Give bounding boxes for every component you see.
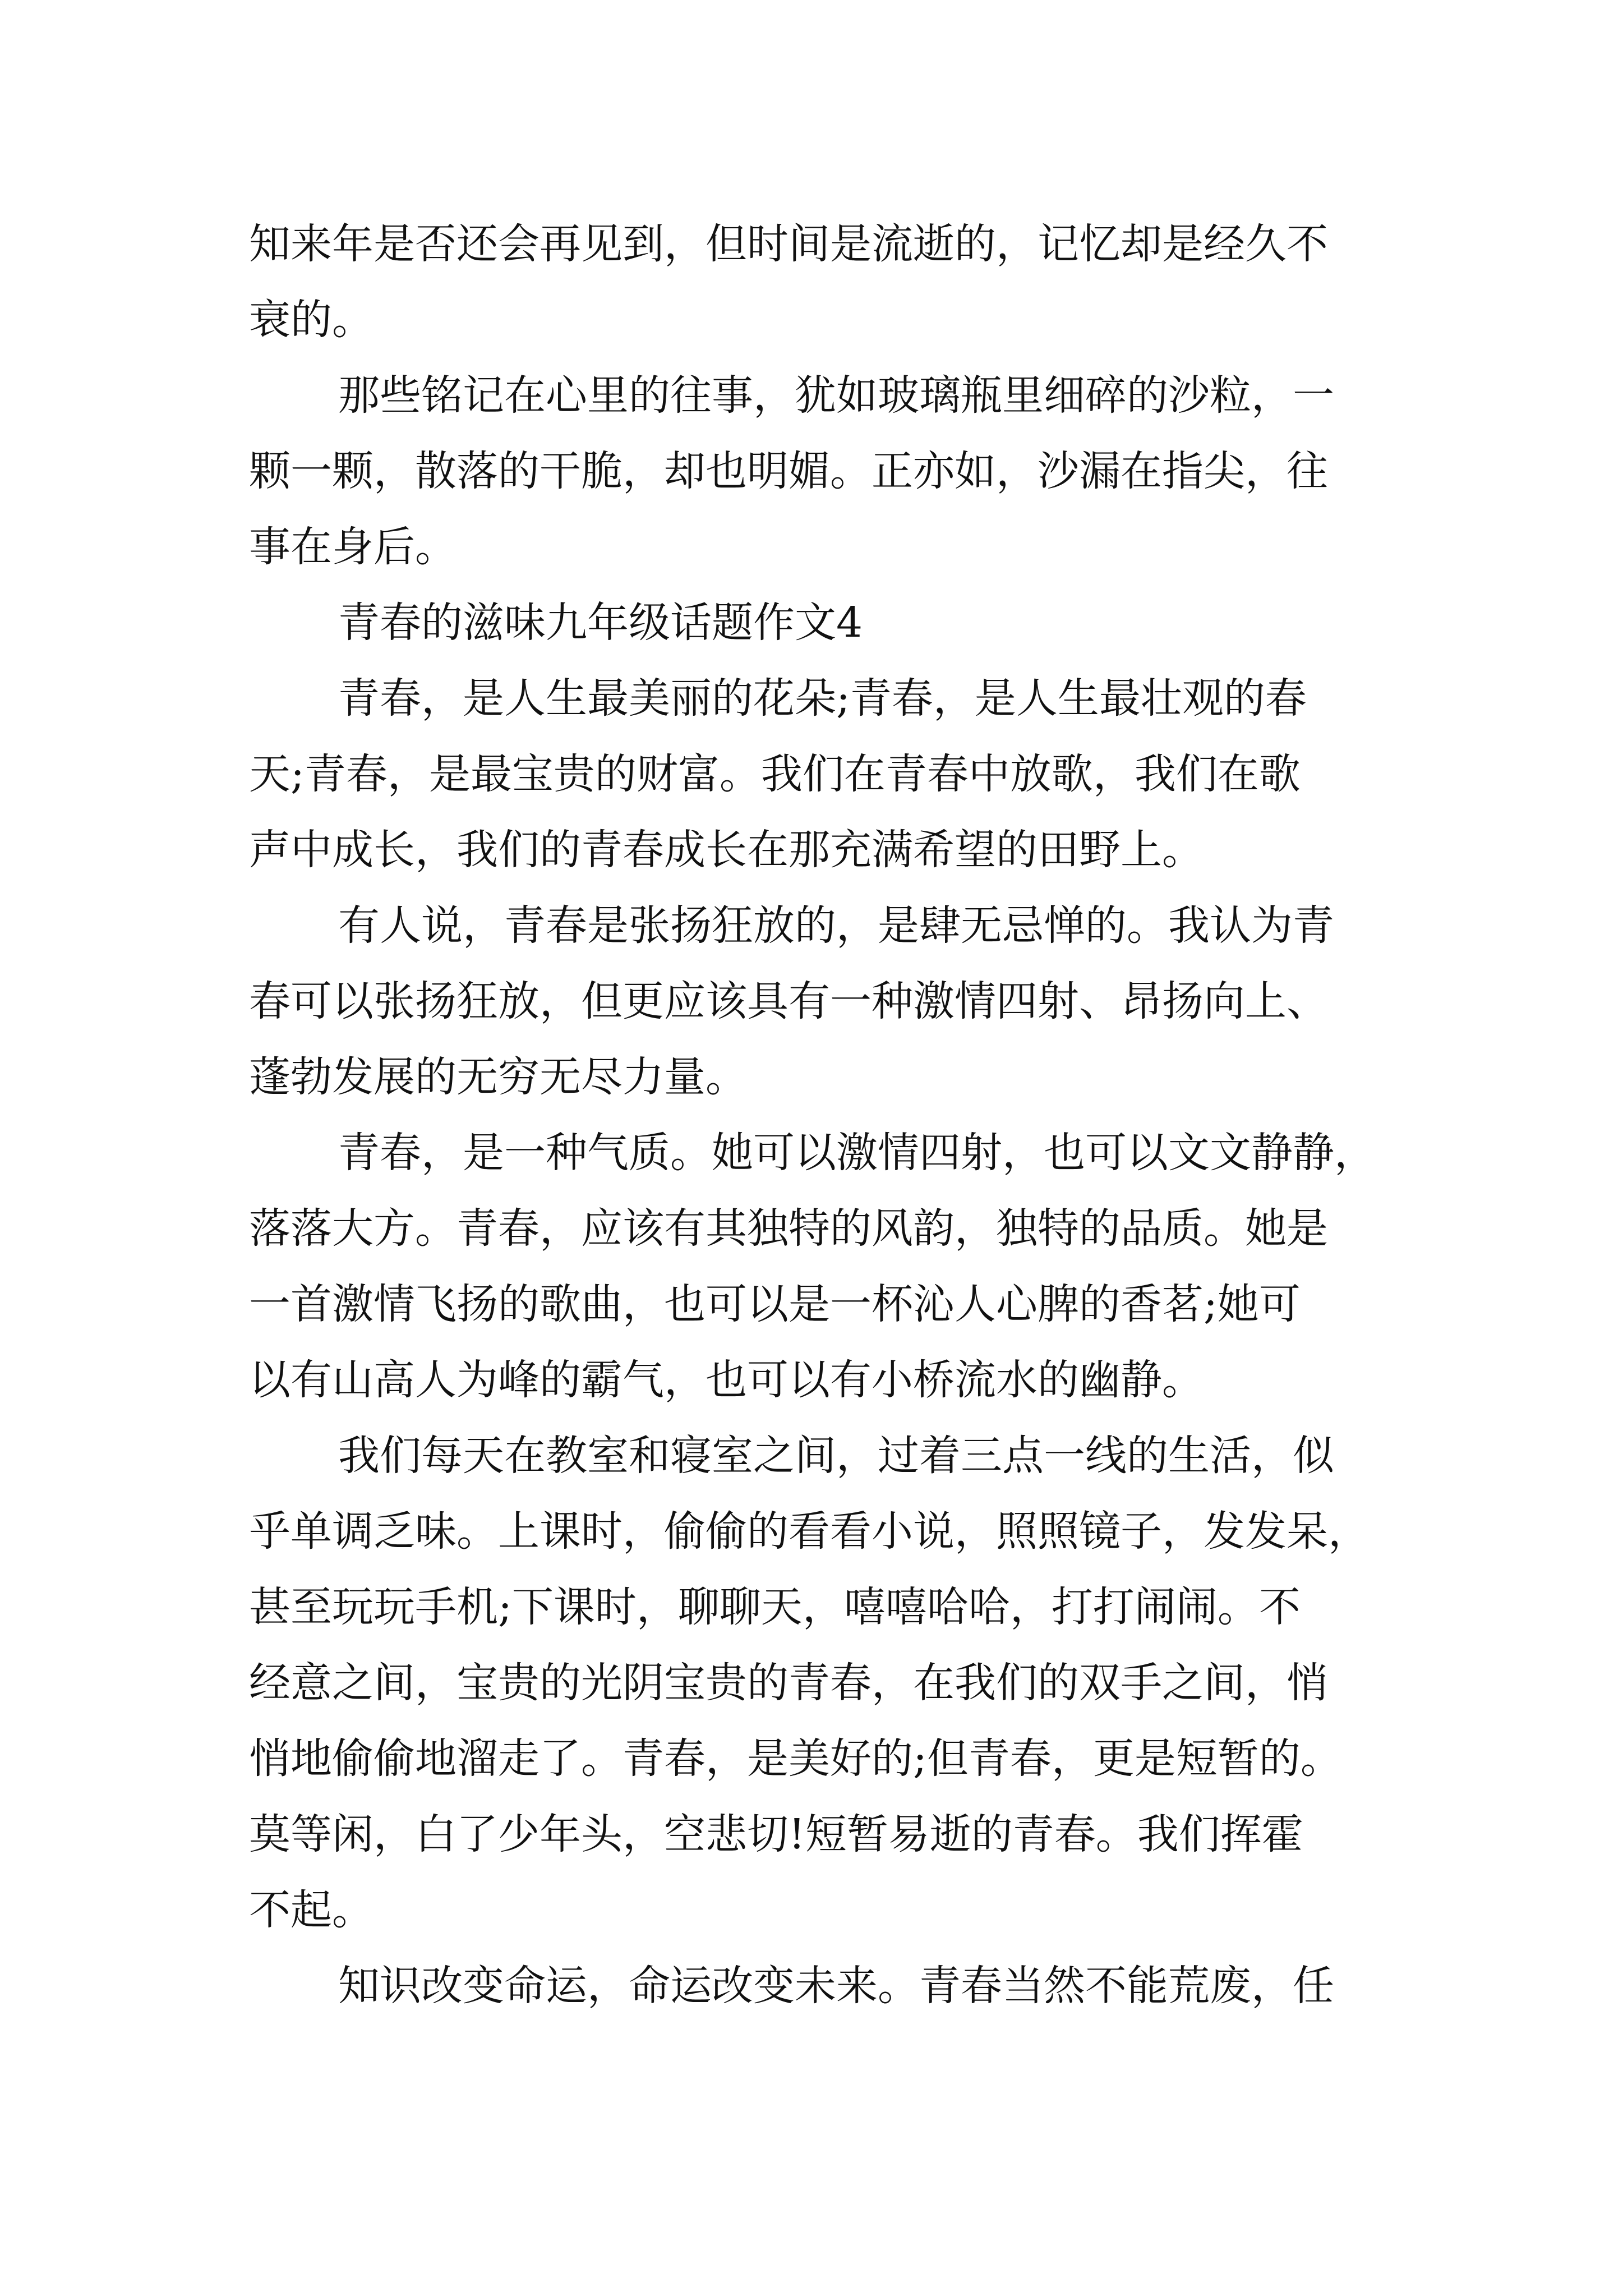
text-line: 知识改变命运，命运改变未来。青春当然不能荒废，任 <box>338 1962 1334 2010</box>
text-line: 以有山高人为峰的霸气，也可以有小桥流水的幽静。 <box>249 1356 1204 1404</box>
text-line: 春可以张扬狂放，但更应该具有一种激情四射、昂扬向上、 <box>249 977 1328 1025</box>
text-line: 知来年是否还会再见到，但时间是流逝的，记忆却是经久不 <box>249 220 1328 268</box>
text-line: 声中成长，我们的青春成长在那充满希望的田野上。 <box>249 826 1204 874</box>
text-line: 青春，是人生最美丽的花朵;青春，是人生最壮观的春 <box>338 674 1307 723</box>
text-line: 莫等闲，白了少年头，空悲切!短暂易逝的青春。我们挥霍 <box>249 1810 1303 1858</box>
text-line: 一首激情飞扬的歌曲，也可以是一杯沁人心脾的香茗;她可 <box>249 1280 1301 1328</box>
text-line: 衰的。 <box>249 296 374 344</box>
text-line: 那些铭记在心里的往事，犹如玻璃瓶里细碎的沙粒，一 <box>338 371 1334 420</box>
text-line: 乎单调乏味。上课时，偷偷的看看小说，照照镜子，发发呆， <box>249 1507 1370 1556</box>
text-line: 青春，是一种气质。她可以激情四射，也可以文文静静， <box>338 1129 1376 1177</box>
text-line: 落落大方。青春，应该有其独特的风韵，独特的品质。她是 <box>249 1204 1328 1253</box>
text-line: 事在身后。 <box>249 523 457 571</box>
text-line: 经意之间，宝贵的光阴宝贵的青春，在我们的双手之间，悄 <box>249 1659 1328 1707</box>
section-heading: 青春的滋味九年级话题作文4 <box>338 599 863 647</box>
text-line: 颗一颗，散落的干脆，却也明媚。正亦如，沙漏在指尖，往 <box>249 447 1328 495</box>
text-line: 悄地偷偷地溜走了。青春，是美好的;但青春，更是短暂的。 <box>249 1734 1342 1783</box>
text-line: 蓬勃发展的无穷无尽力量。 <box>249 1053 747 1101</box>
text-line: 有人说，青春是张扬狂放的，是肆无忌惮的。我认为青 <box>338 901 1334 950</box>
text-line: 天;青春，是最宝贵的财富。我们在青春中放歌，我们在歌 <box>249 750 1301 798</box>
text-line: 不起。 <box>249 1886 374 1934</box>
text-line: 我们每天在教室和寝室之间，过着三点一线的生活，似 <box>338 1432 1334 1480</box>
text-line: 甚至玩玩手机;下课时，聊聊天，嘻嘻哈哈，打打闹闹。不 <box>249 1583 1301 1631</box>
